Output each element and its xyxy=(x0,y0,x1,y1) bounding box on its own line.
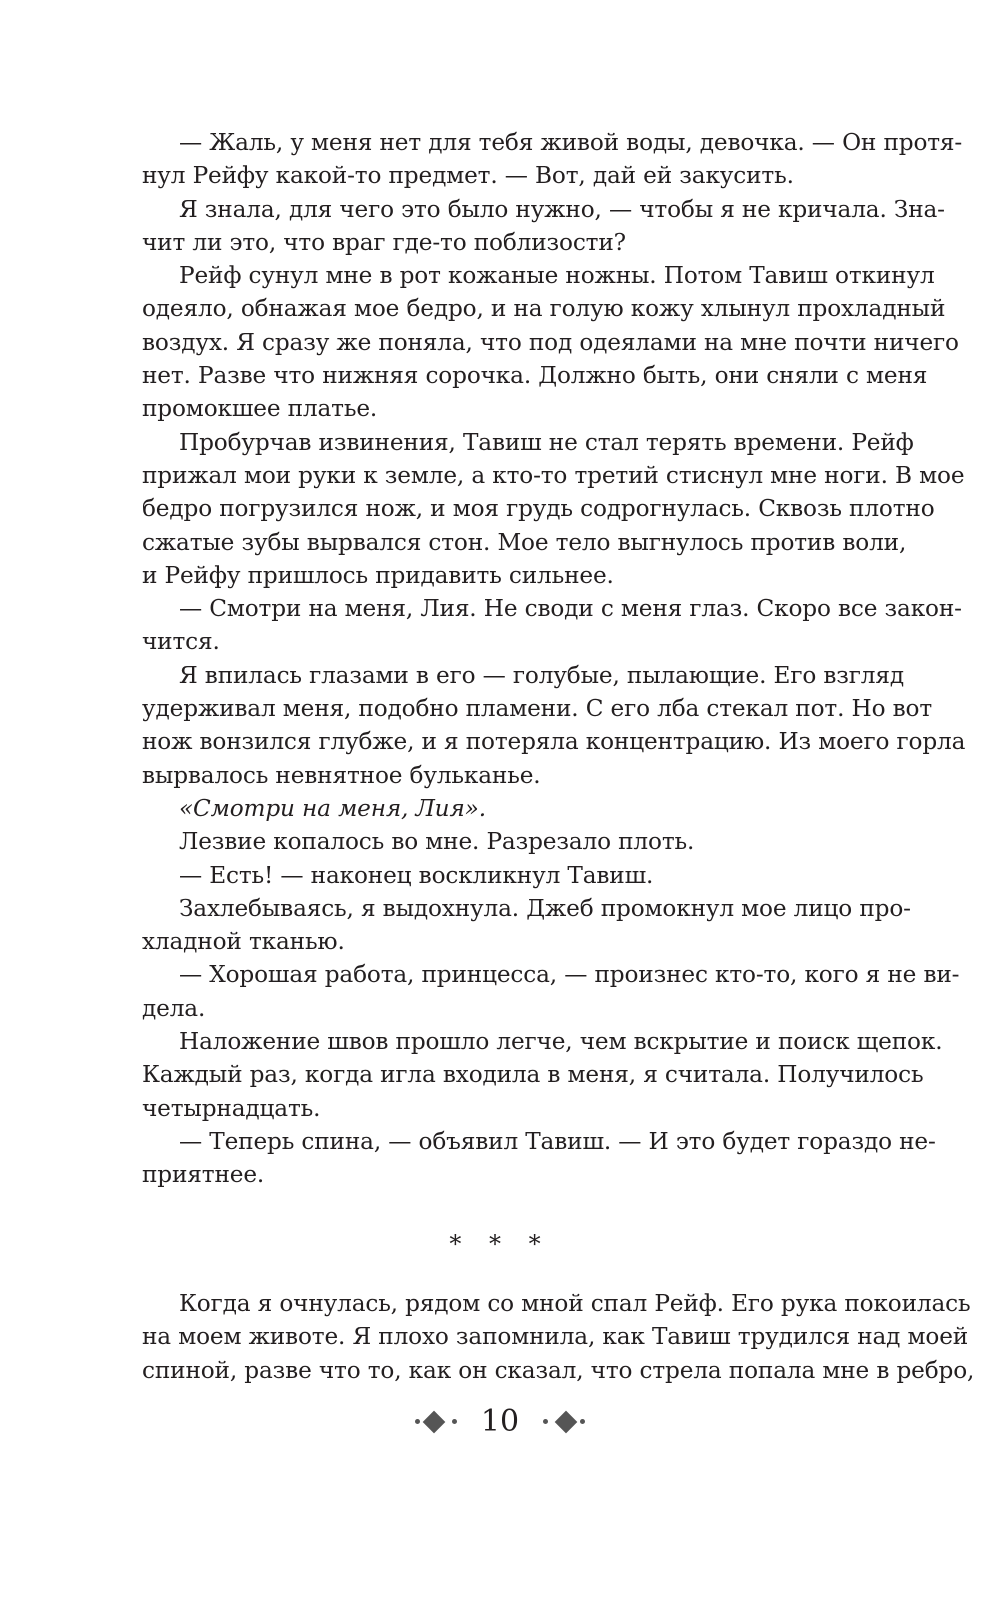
text-line: Наложение швов прошло легче, чем вскрытие и поиск щепок. xyxy=(179,1028,943,1056)
text-line: Лезвие копалось во мне. Разрезало плоть. xyxy=(179,828,695,856)
text-line: бедро погрузился нож, и моя грудь содрогнулась. Сквозь плотно xyxy=(142,495,935,523)
text-line: хладной тканью. xyxy=(142,928,345,956)
text-line: — Теперь спина, — объявил Тавиш. — И это будет гораздо не- xyxy=(179,1127,936,1155)
text-line: нет. Разве что нижняя сорочка. Должно быть, они сняли с меня xyxy=(142,362,928,390)
text-line: Каждый раз, когда игла входила в меня, я считала. Получилось xyxy=(142,1061,924,1089)
page-number: 10 xyxy=(480,1404,520,1439)
text-line: приятнее. xyxy=(142,1161,265,1189)
text-line: чится. xyxy=(142,628,220,656)
text-line: вырвалось невнятное бульканье. xyxy=(142,761,541,789)
page-footer xyxy=(0,1404,1000,1439)
text-line: Захлебываясь, я выдохнула. Джеб промокнул мое лицо про- xyxy=(179,894,911,922)
text-line: — Есть! — наконец воскликнул Тавиш. xyxy=(179,861,654,889)
text-line: Когда я очнулась, рядом со мной спал Рейф. Его рука покоилась xyxy=(179,1290,971,1317)
text-line: на моем животе. Я плохо запомнила, как Тавиш трудился над моей xyxy=(142,1323,969,1351)
right-ornament-icon xyxy=(537,1414,591,1430)
text-line: — Смотри на меня, Лия. Не своди с меня глаз. Скоро все закон- xyxy=(179,595,962,623)
body-text-continued xyxy=(142,1287,975,1387)
text-line: одеяло, обнажая мое бедро, и на голую кожу хлынул прохладный xyxy=(142,295,946,323)
body-text-main xyxy=(142,126,966,1192)
text-line: удерживал меня, подобно пламени. С его лба стекал пот. Но вот xyxy=(142,695,933,723)
text-line: нож вонзился глубже, и я потеряла концентрацию. Из моего горла xyxy=(142,728,966,756)
text-line: сжатые зубы вырвался стон. Мое тело выгнулось против воли, xyxy=(142,528,907,556)
text-line: — Жаль, у меня нет для тебя живой воды, девочка. — Он протя- xyxy=(179,129,963,156)
text-line: прижал мои руки к земле, а кто-то третий стиснул мне ноги. В мое xyxy=(142,461,965,489)
text-line: воздух. Я сразу же поняла, что под одеялами на мне почти ничего xyxy=(142,328,959,356)
text-line: чит ли это, что враг где-то поблизости? xyxy=(142,228,626,256)
text-line: спиной, разве что то, как он сказал, что стрела попала мне в ребро, xyxy=(142,1356,975,1384)
text-line: Я впилась глазами в его — голубые, пылающие. Его взгляд xyxy=(179,661,904,689)
text-line: — Хорошая работа, принцесса, — произнес кто-то, кого я не ви- xyxy=(179,961,960,989)
section-separator: * * * xyxy=(449,1230,551,1258)
text-line: четырнадцать. xyxy=(142,1094,321,1122)
text-line: нул Рейфу какой-то предмет. — Вот, дай ей закусить. xyxy=(142,162,794,190)
text-line: «Смотри на меня, Лия». xyxy=(179,794,486,822)
text-line: Пробурчав извинения, Тавиш не стал терять времени. Рейф xyxy=(179,428,914,456)
text-line: и Рейфу пришлось придавить сильнее. xyxy=(142,561,614,589)
text-line: Я знала, для чего это было нужно, — чтобы я не кричала. Зна- xyxy=(179,195,945,223)
text-line: дела. xyxy=(142,994,206,1022)
text-line: Рейф сунул мне в рот кожаные ножны. Потом Тавиш откинул xyxy=(179,262,935,290)
text-line: промокшее платье. xyxy=(142,395,378,423)
left-ornament-icon xyxy=(409,1414,463,1430)
